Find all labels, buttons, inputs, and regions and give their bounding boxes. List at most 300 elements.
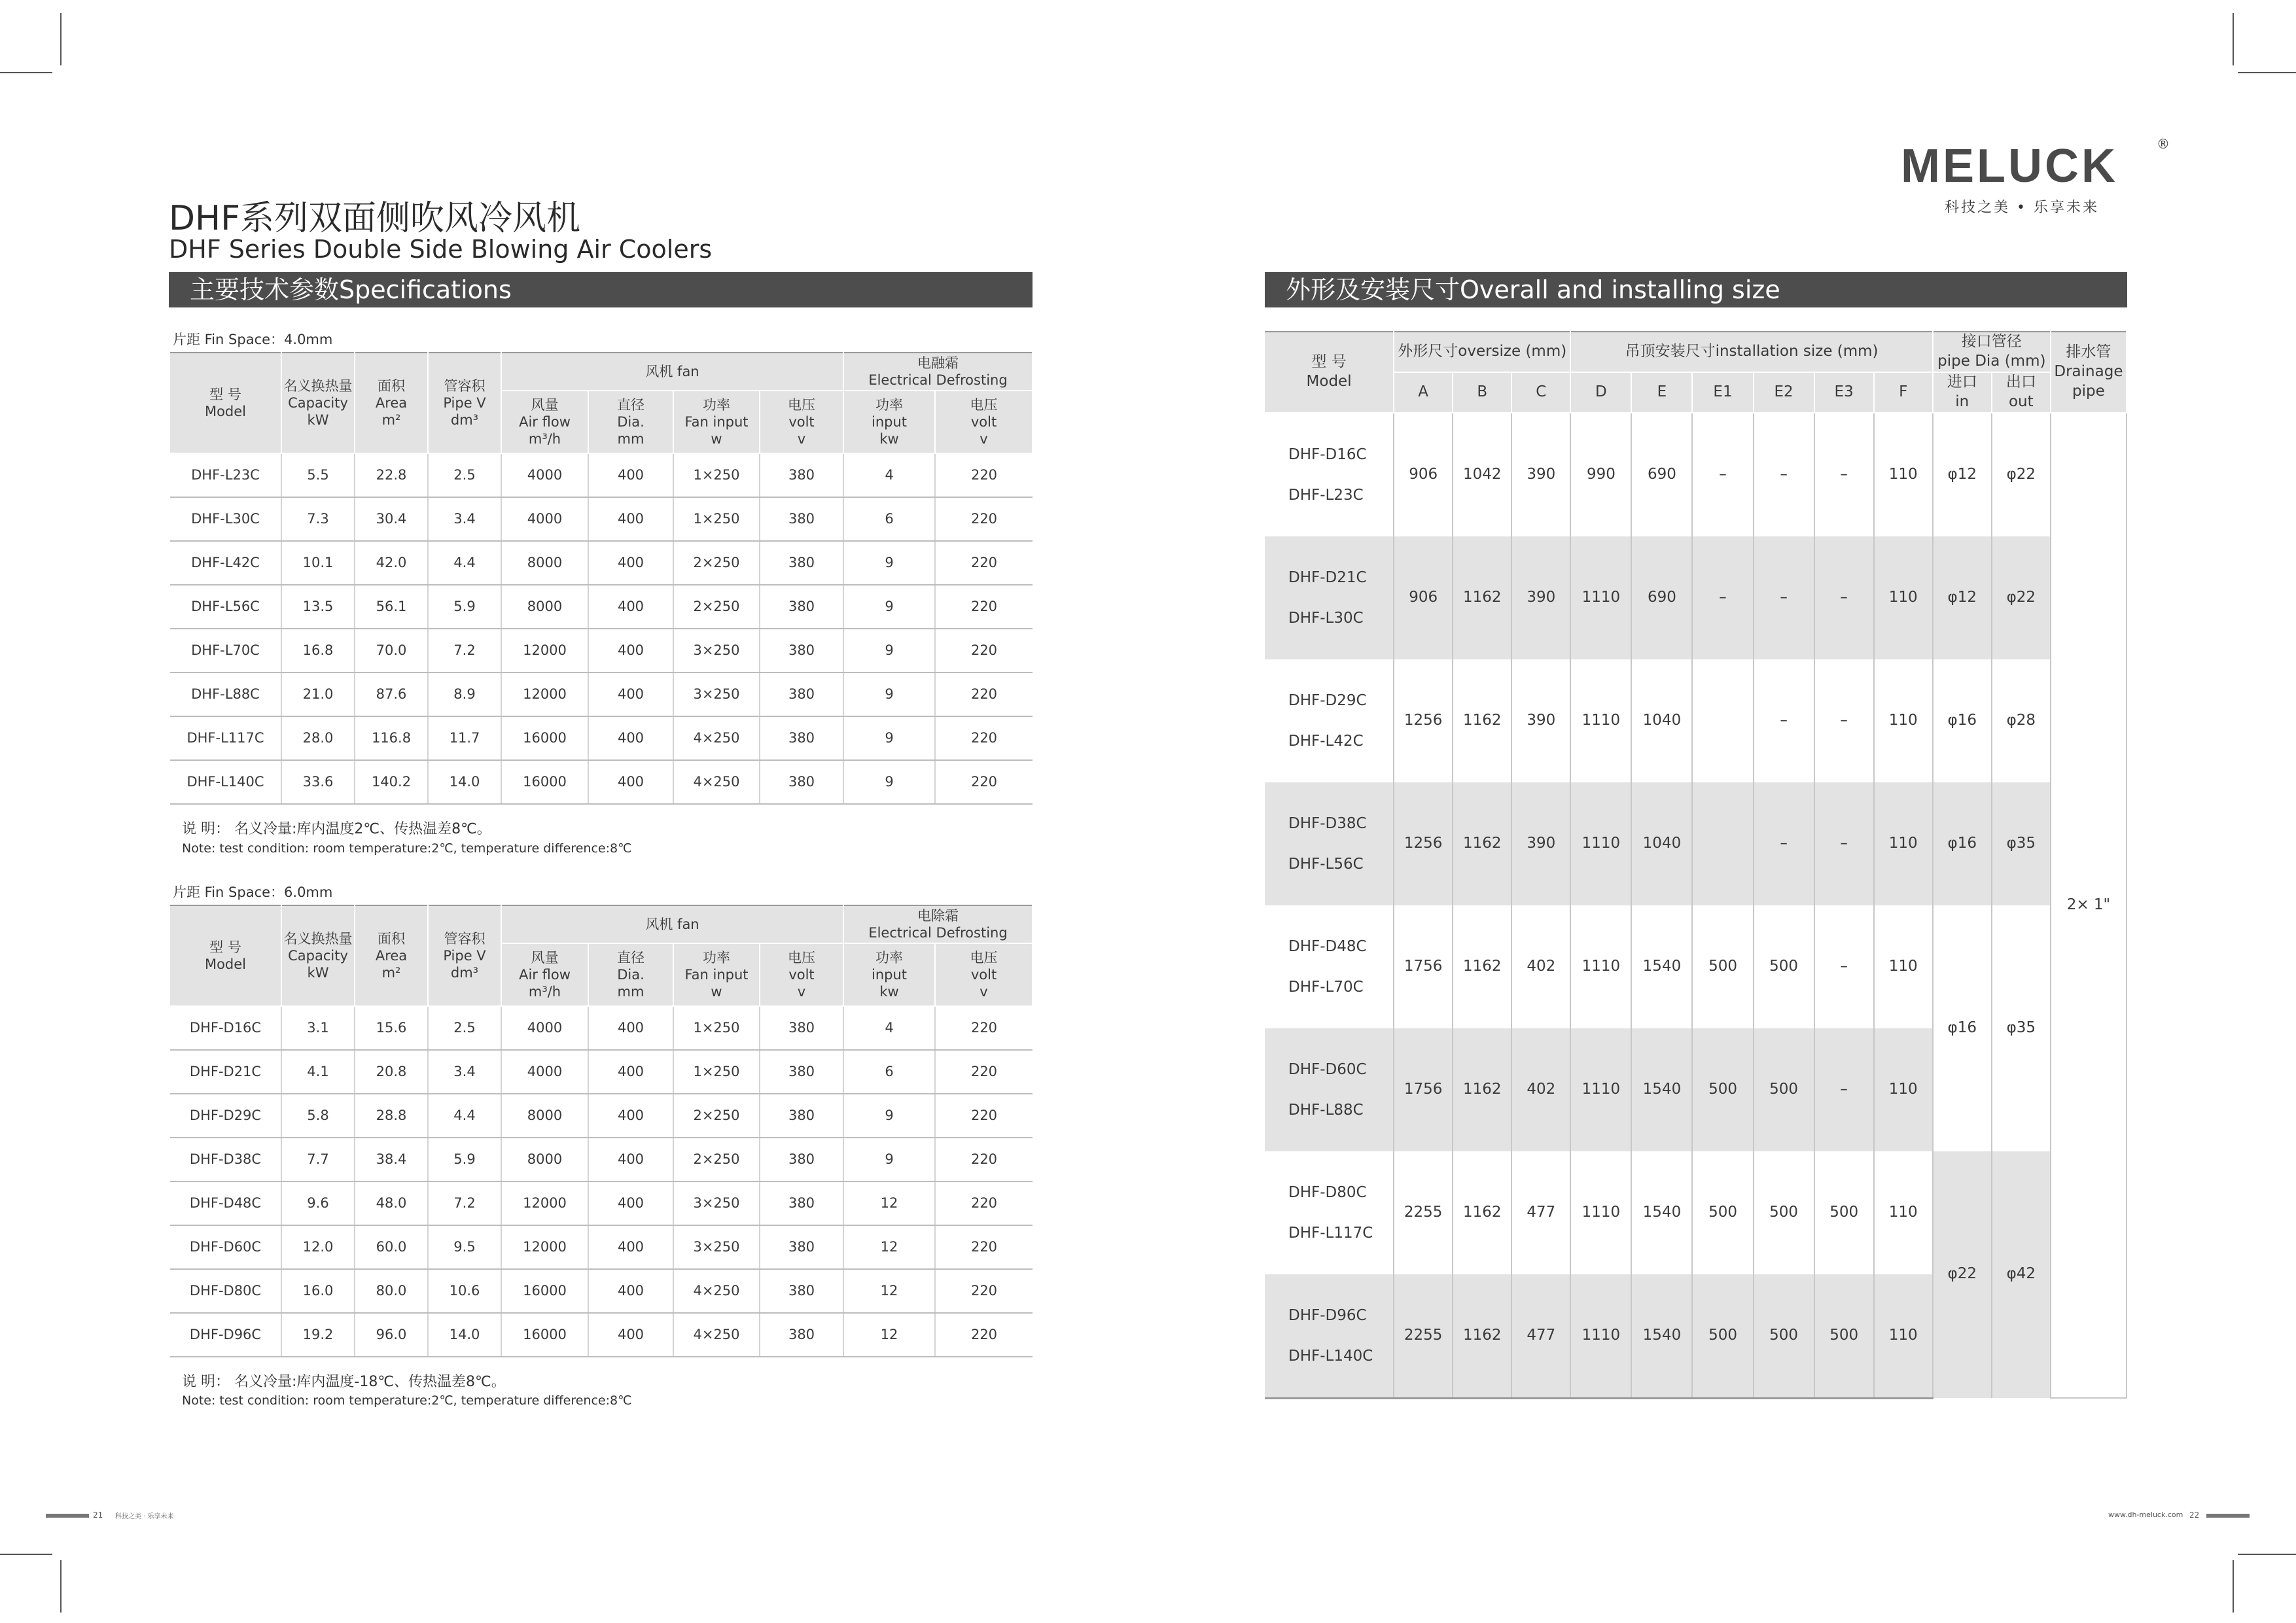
cell-defrost-input: 9 [843,629,935,672]
cell-pipe-in: φ12 [1933,536,1992,659]
section-bar-specifications: 主要技术参数Specifications [169,272,1033,307]
table-row [170,541,1033,585]
cell-model: DHF-L23C [170,453,281,497]
cell-area: 42.0 [355,541,428,585]
dim-col-in: 进口 in [1933,372,1992,413]
cell-airflow: 8000 [501,1138,588,1181]
cell-fan-volt: 380 [760,1313,843,1357]
cell-area: 28.8 [355,1094,428,1138]
cell-dia: 400 [588,1138,673,1181]
cell-c: 477 [1511,1151,1570,1274]
cell-model: DHF-L70C [170,629,281,672]
cell-defrost-volt: 220 [935,1006,1033,1050]
cell-capacity: 16.0 [281,1269,355,1313]
cell-pipe-volume: 5.9 [428,585,501,629]
cell-e: 690 [1631,413,1692,536]
cell-fan-volt: 380 [760,1181,843,1225]
cell-e3: – [1814,536,1874,659]
cell-e1 [1692,659,1753,782]
cell-dia: 400 [588,716,673,760]
col-model: 型 号 Model [170,905,281,1006]
footer-bar-left [46,1514,89,1518]
dim-col-pipe: 接口管径 pipe Dia (mm) [1933,332,2051,372]
crop-mark [0,72,52,73]
dim-col-b: B [1453,372,1511,413]
cell-f: 110 [1874,413,1933,536]
table-row [1265,905,2127,1028]
cell-e1: – [1692,536,1753,659]
col-fan-input: 功率 Fan input w [673,391,760,453]
cell-area: 70.0 [355,629,428,672]
model-cell: DHF-D16C DHF-L23C [1265,413,1394,536]
cell-pipe-volume: 7.2 [428,1181,501,1225]
cell-capacity: 7.3 [281,497,355,541]
model-cell: DHF-D38C DHF-L56C [1265,782,1394,905]
col-area: 面积 Area m² [355,353,428,453]
cell-defrost-input: 6 [843,497,935,541]
cell-defrost-volt: 220 [935,453,1033,497]
cell-airflow: 4000 [501,497,588,541]
cell-fan-input: 2×250 [673,541,760,585]
cell-fan-volt: 380 [760,1050,843,1094]
table-row [170,1050,1033,1094]
table-row [170,629,1033,672]
cell-defrost-volt: 220 [935,585,1033,629]
cell-defrost-volt: 220 [935,760,1033,804]
cell-dia: 400 [588,1313,673,1357]
col-defrost-volt: 电压 volt v [935,391,1033,453]
cell-pipe-out: φ35 [1992,905,2051,1151]
cell-fan-input: 4×250 [673,716,760,760]
table-row [170,1094,1033,1138]
cell-fan-input: 1×250 [673,497,760,541]
cell-dia: 400 [588,541,673,585]
crop-mark [0,1554,52,1555]
cell-e3: – [1814,905,1874,1028]
cell-c: 402 [1511,1028,1570,1151]
dim-col-drainage: 排水管 Drainage pipe [2051,332,2127,413]
table-row [1265,536,2127,659]
cell-model: DHF-D80C [170,1269,281,1313]
cell-fan-input: 1×250 [673,1006,760,1050]
cell-model: DHF-L88C [170,672,281,716]
col-pipe-volume: 管容积 Pipe V dm³ [428,353,501,453]
spec-table-6mm [170,905,1033,1357]
cell-area: 38.4 [355,1138,428,1181]
cell-model: DHF-L56C [170,585,281,629]
table-row [1265,413,2127,536]
cell-pipe-in: φ22 [1933,1151,1992,1399]
cell-fan-volt: 380 [760,716,843,760]
spec-table-4mm [170,352,1033,805]
dim-col-install: 吊顶安装尺寸installation size (mm) [1570,332,1932,372]
cell-fan-volt: 380 [760,585,843,629]
dim-col-f: F [1874,372,1933,413]
col-capacity: 名义换热量 Capacity kW [281,353,355,453]
cell-defrost-volt: 220 [935,672,1033,716]
cell-capacity: 16.8 [281,629,355,672]
table-row [170,585,1033,629]
cell-airflow: 12000 [501,672,588,716]
cell-e1: 500 [1692,1274,1753,1399]
note-en: Note: test condition: room temperature:2℃, temperature difference:8℃ [182,841,632,856]
cell-fan-input: 3×250 [673,629,760,672]
cell-area: 56.1 [355,585,428,629]
cell-pipe-out: φ35 [1992,782,2051,905]
cell-e: 1540 [1631,905,1692,1028]
spec-table-4mm-body [170,453,1033,804]
cell-pipe-volume: 9.5 [428,1225,501,1269]
col-pipe-volume: 管容积 Pipe V dm³ [428,905,501,1006]
col-airflow: 风量 Air flow m³/h [501,391,588,453]
cell-defrost-volt: 220 [935,1225,1033,1269]
cell-e3: – [1814,413,1874,536]
cell-defrost-volt: 220 [935,1269,1033,1313]
cell-defrost-volt: 220 [935,1050,1033,1094]
install-size-table [1265,331,2127,1399]
cell-a: 906 [1394,413,1453,536]
cell-f: 110 [1874,1028,1933,1151]
cell-d: 1110 [1570,659,1631,782]
model-cell: DHF-D21C DHF-L30C [1265,536,1394,659]
cell-a: 2255 [1394,1274,1453,1399]
logo-wordmark: MELUCK [1901,140,2118,187]
table-row [170,760,1033,804]
cell-e1: – [1692,413,1753,536]
cell-pipe-volume: 2.5 [428,453,501,497]
table-row [1265,782,2127,905]
cell-capacity: 21.0 [281,672,355,716]
dim-col-e3: E3 [1814,372,1874,413]
cell-e1: 500 [1692,1151,1753,1274]
cell-fan-input: 4×250 [673,1313,760,1357]
cell-b: 1162 [1453,782,1511,905]
cell-capacity: 28.0 [281,716,355,760]
crop-mark [2233,1560,2234,1613]
cell-model: DHF-D29C [170,1094,281,1138]
cell-area: 96.0 [355,1313,428,1357]
col-defrost-volt: 电压 volt v [935,943,1033,1006]
cell-defrost-volt: 220 [935,1138,1033,1181]
cell-fan-volt: 380 [760,453,843,497]
cell-fan-input: 1×250 [673,1050,760,1094]
cell-capacity: 10.1 [281,541,355,585]
cell-e3: – [1814,782,1874,905]
dim-col-out: 出口 out [1992,372,2051,413]
cell-fan-input: 2×250 [673,1094,760,1138]
cell-pipe-volume: 14.0 [428,1313,501,1357]
page-number-left: 21 [93,1510,103,1520]
cell-b: 1162 [1453,1274,1511,1399]
cell-b: 1162 [1453,905,1511,1028]
cell-airflow: 12000 [501,629,588,672]
cell-defrost-input: 9 [843,541,935,585]
cell-capacity: 5.5 [281,453,355,497]
cell-capacity: 12.0 [281,1225,355,1269]
cell-pipe-volume: 3.4 [428,497,501,541]
cell-e2: – [1754,659,1814,782]
cell-d: 1110 [1570,1151,1631,1274]
cell-airflow: 4000 [501,1050,588,1094]
cell-e2: – [1754,536,1814,659]
cell-capacity: 33.6 [281,760,355,804]
cell-pipe-volume: 11.7 [428,716,501,760]
cell-airflow: 16000 [501,760,588,804]
crop-mark [60,1560,62,1613]
cell-pipe-volume: 4.4 [428,1094,501,1138]
dim-col-oversize: 外形尺寸oversize (mm) [1394,332,1570,372]
model-cell: DHF-D60C DHF-L88C [1265,1028,1394,1151]
cell-dia: 400 [588,629,673,672]
cell-fan-input: 3×250 [673,672,760,716]
table-row [170,716,1033,760]
cell-defrost-input: 12 [843,1269,935,1313]
cell-area: 30.4 [355,497,428,541]
cell-defrost-input: 12 [843,1225,935,1269]
cell-pipe-out: φ22 [1992,413,2051,536]
cell-model: DHF-L117C [170,716,281,760]
col-dia: 直径 Dia. mm [588,391,673,453]
cell-fan-input: 3×250 [673,1181,760,1225]
cell-f: 110 [1874,782,1933,905]
col-fan-volt: 电压 volt v [760,943,843,1006]
cell-e3: 500 [1814,1151,1874,1274]
cell-dia: 400 [588,1050,673,1094]
cell-capacity: 5.8 [281,1094,355,1138]
cell-dia: 400 [588,1181,673,1225]
crop-mark [2238,1554,2296,1555]
col-group-defrost: 电融霜 Electrical Defrosting [843,353,1033,391]
dim-col-model: 型 号 Model [1265,332,1394,413]
cell-fan-volt: 380 [760,672,843,716]
crop-mark [2233,13,2234,65]
cell-e: 1040 [1631,782,1692,905]
model-cell: DHF-D96C DHF-L140C [1265,1274,1394,1399]
cell-pipe-volume: 10.6 [428,1269,501,1313]
cell-e2: – [1754,413,1814,536]
cell-pipe-volume: 2.5 [428,1006,501,1050]
cell-dia: 400 [588,760,673,804]
table-row [170,672,1033,716]
col-group-defrost: 电除霜 Electrical Defrosting [843,905,1033,943]
table-row [170,1181,1033,1225]
cell-fan-volt: 380 [760,1138,843,1181]
cell-e: 1540 [1631,1151,1692,1274]
cell-e: 1540 [1631,1274,1692,1399]
cell-fan-input: 2×250 [673,585,760,629]
cell-d: 1110 [1570,905,1631,1028]
cell-airflow: 8000 [501,1094,588,1138]
cell-d: 1110 [1570,536,1631,659]
cell-a: 2255 [1394,1151,1453,1274]
note-en: Note: test condition: room temperature:2℃, temperature difference:8℃ [182,1393,632,1408]
cell-pipe-in: φ16 [1933,905,1992,1151]
cell-defrost-input: 9 [843,672,935,716]
cell-model: DHF-D16C [170,1006,281,1050]
note-cn: 说 明： 名义冷量:库内温度2℃、传热温差8℃。 [182,821,491,837]
cell-defrost-input: 9 [843,760,935,804]
cell-a: 1756 [1394,905,1453,1028]
cell-f: 110 [1874,659,1933,782]
cell-e2: 500 [1754,1028,1814,1151]
cell-defrost-input: 12 [843,1181,935,1225]
cell-airflow: 16000 [501,1313,588,1357]
cell-capacity: 4.1 [281,1050,355,1094]
table-row [170,1138,1033,1181]
table-row [170,1269,1033,1313]
cell-defrost-volt: 220 [935,1313,1033,1357]
model-cell: DHF-D48C DHF-L70C [1265,905,1394,1028]
cell-dia: 400 [588,672,673,716]
col-dia: 直径 Dia. mm [588,943,673,1006]
col-defrost-input: 功率 input kw [843,391,935,453]
cell-d: 1110 [1570,1274,1631,1399]
cell-e: 1540 [1631,1028,1692,1151]
fin-space-label: 片距 Fin Space：4.0mm [173,332,333,347]
page-number-right: 22 [2189,1510,2200,1520]
cell-pipe-volume: 3.4 [428,1050,501,1094]
cell-fan-input: 2×250 [673,1138,760,1181]
cell-model: DHF-L30C [170,497,281,541]
dim-col-e: E [1631,372,1692,413]
section-bar-install-size: 外形及安装尺寸Overall and installing size [1265,272,2127,307]
col-group-fan: 风机 fan [501,353,843,391]
cell-f: 110 [1874,536,1933,659]
cell-airflow: 8000 [501,585,588,629]
cell-fan-volt: 380 [760,760,843,804]
cell-d: 1110 [1570,1028,1631,1151]
cell-c: 390 [1511,536,1570,659]
table-row [170,1313,1033,1357]
cell-defrost-input: 9 [843,716,935,760]
cell-e: 690 [1631,536,1692,659]
spec-table-6mm-body [170,1006,1033,1357]
cell-area: 20.8 [355,1050,428,1094]
cell-dia: 400 [588,1006,673,1050]
install-size-table-body [1265,413,2127,1399]
cell-defrost-input: 12 [843,1313,935,1357]
cell-fan-volt: 380 [760,629,843,672]
cell-b: 1162 [1453,536,1511,659]
cell-f: 110 [1874,1274,1933,1399]
brand-slogan: 科技之美 • 乐享未来 [1945,200,2099,216]
fin-space-label: 片距 Fin Space：6.0mm [173,884,333,900]
cell-area: 22.8 [355,453,428,497]
cell-area: 48.0 [355,1181,428,1225]
cell-dia: 400 [588,1269,673,1313]
cell-defrost-volt: 220 [935,1094,1033,1138]
cell-pipe-volume: 7.2 [428,629,501,672]
cell-dia: 400 [588,497,673,541]
cell-model: DHF-L140C [170,760,281,804]
cell-defrost-input: 4 [843,453,935,497]
cell-fan-volt: 380 [760,1269,843,1313]
cell-defrost-input: 6 [843,1050,935,1094]
cell-defrost-input: 9 [843,585,935,629]
cell-f: 110 [1874,905,1933,1028]
cell-b: 1162 [1453,659,1511,782]
cell-e1: 500 [1692,905,1753,1028]
cell-area: 60.0 [355,1225,428,1269]
cell-pipe-in: φ12 [1933,413,1992,536]
cell-defrost-volt: 220 [935,1181,1033,1225]
cell-area: 15.6 [355,1006,428,1050]
col-capacity: 名义换热量 Capacity kW [281,905,355,1006]
cell-dia: 400 [588,585,673,629]
cell-c: 402 [1511,905,1570,1028]
cell-defrost-volt: 220 [935,716,1033,760]
cell-defrost-input: 9 [843,1094,935,1138]
table-row [1265,1151,2127,1274]
cell-defrost-volt: 220 [935,541,1033,585]
cell-capacity: 7.7 [281,1138,355,1181]
cell-model: DHF-D96C [170,1313,281,1357]
col-area: 面积 Area m² [355,905,428,1006]
cell-model: DHF-D38C [170,1138,281,1181]
cell-model: DHF-D21C [170,1050,281,1094]
cell-pipe-in: φ16 [1933,659,1992,782]
cell-area: 80.0 [355,1269,428,1313]
cell-a: 1256 [1394,782,1453,905]
cell-fan-input: 4×250 [673,760,760,804]
cell-defrost-volt: 220 [935,629,1033,672]
cell-area: 87.6 [355,672,428,716]
cell-pipe-out: φ42 [1992,1151,2051,1399]
cell-pipe-volume: 4.4 [428,541,501,585]
cell-airflow: 16000 [501,1269,588,1313]
cell-e3: – [1814,1028,1874,1151]
cell-fan-input: 3×250 [673,1225,760,1269]
cell-a: 1256 [1394,659,1453,782]
cell-c: 390 [1511,413,1570,536]
footer-url[interactable]: www.dh-meluck.com [2108,1510,2183,1519]
cell-d: 990 [1570,413,1631,536]
model-cell: DHF-D29C DHF-L42C [1265,659,1394,782]
dim-col-e1: E1 [1692,372,1753,413]
cell-pipe-volume: 5.9 [428,1138,501,1181]
cell-capacity: 3.1 [281,1006,355,1050]
cell-e3: 500 [1814,1274,1874,1399]
cell-pipe-out: φ22 [1992,536,2051,659]
cell-pipe-volume: 14.0 [428,760,501,804]
cell-e3: – [1814,659,1874,782]
cell-dia: 400 [588,1094,673,1138]
cell-c: 477 [1511,1274,1570,1399]
cell-e: 1040 [1631,659,1692,782]
cell-a: 906 [1394,536,1453,659]
cell-b: 1162 [1453,1151,1511,1274]
cell-airflow: 12000 [501,1225,588,1269]
cell-model: DHF-L42C [170,541,281,585]
cell-airflow: 8000 [501,541,588,585]
cell-c: 390 [1511,659,1570,782]
cell-fan-input: 4×250 [673,1269,760,1313]
cell-fan-volt: 380 [760,1225,843,1269]
cell-e2: – [1754,782,1814,905]
table-row [1265,659,2127,782]
footer-slogan: 科技之美 · 乐享未来 [115,1513,174,1520]
crop-mark [2238,72,2296,73]
cell-defrost-input: 9 [843,1138,935,1181]
cell-fan-input: 1×250 [673,453,760,497]
cell-pipe-out: φ28 [1992,659,2051,782]
cell-e2: 500 [1754,1151,1814,1274]
cell-fan-volt: 380 [760,1006,843,1050]
col-group-fan: 风机 fan [501,905,843,943]
cell-e2: 500 [1754,1274,1814,1399]
registered-mark: ® [2157,136,2170,152]
cell-b: 1162 [1453,1028,1511,1151]
